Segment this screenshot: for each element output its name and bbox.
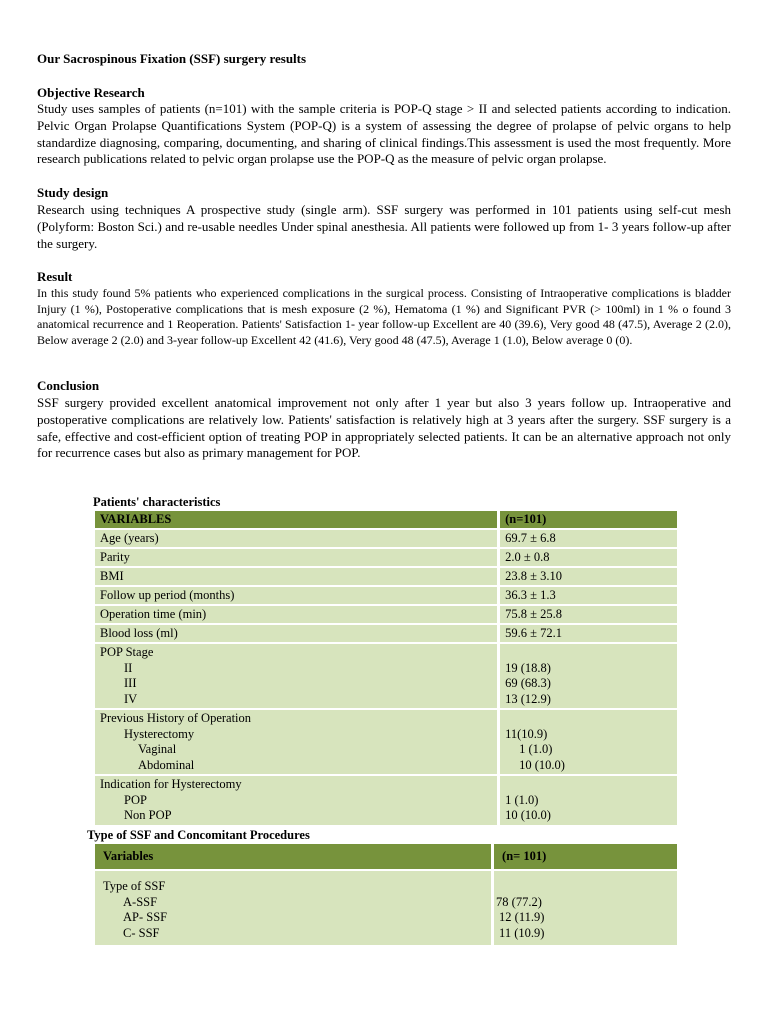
- row-value: [500, 710, 677, 774]
- pop-stage-label: POP Stage: [100, 645, 154, 659]
- table-row: [95, 530, 677, 547]
- row-value: 2.0 ± 0.8: [500, 549, 677, 566]
- result-paragraph: In this study found 5% patients who experienced complications in the surgical process. Consisting of Intraoperative complications is bladder Injury (1 %), Postoperative complications that is mesh exposure (2 %), Hematoma (1 %) and Significant PVR (> 100ml) in 1 % o found 3 anatomical recurrence and 1 Reoperation. Patients' Satisfaction 1- year follow-up Excellent are 40 (39.6), Very good 48 (47.5), Average 2 (2.0), Below average 2 (2.0) and 3-year follow-up Excellent 42 (41.6), Very good 48 (47.5), Average 1 (1.0), Below average 0 (0).: [37, 286, 731, 347]
- objective-text: [37, 101, 731, 168]
- table-row: [95, 625, 677, 642]
- column-header-n: (n= 101): [494, 844, 677, 869]
- result-heading: Result: [37, 269, 73, 284]
- indication-pop-value: 1 (1.0): [505, 792, 539, 807]
- table-header-row: [95, 511, 677, 528]
- table-row: [95, 587, 677, 604]
- hysterectomy-label: Hysterectomy: [124, 726, 195, 741]
- table-row: [95, 568, 677, 585]
- history-label: Previous History of Operation: [100, 711, 252, 725]
- pop-stage-iii: III: [124, 676, 137, 690]
- design-text: [37, 202, 731, 252]
- row-value: [494, 871, 677, 945]
- conclusion-text: [37, 395, 731, 462]
- document-title: Our Sacrospinous Fixation (SSF) surgery results: [37, 51, 307, 66]
- indication-label: Indication for Hysterectomy: [100, 777, 242, 791]
- row-value: 59.6 ± 72.1: [500, 625, 677, 642]
- ssf-type-label: Type of SSF: [103, 879, 166, 893]
- table-row: [95, 606, 677, 623]
- row-value: [500, 644, 677, 708]
- pop-stage-iii-value: 69 (68.3): [505, 676, 551, 690]
- abdominal-value: 10 (10.0): [519, 757, 565, 772]
- indication-nonpop-label: Non POP: [124, 808, 172, 822]
- apssf-value: 12 (11.9): [499, 910, 545, 924]
- row-label: Age (years): [95, 530, 497, 547]
- pop-stage-ii-value: 19 (18.8): [505, 660, 551, 675]
- row-value: 69.7 ± 6.8: [500, 530, 677, 547]
- hysterectomy-value: 11(10.9): [505, 726, 548, 741]
- table-row: [95, 549, 677, 566]
- ssf-type-table: [92, 842, 680, 947]
- vaginal-value: 1 (1.0): [519, 742, 553, 756]
- indication-nonpop-value: 10 (10.0): [505, 808, 551, 822]
- patients-characteristics-table: [92, 509, 680, 827]
- table-row-ssf-type: [95, 871, 677, 945]
- indication-pop-label: POP: [124, 792, 147, 807]
- row-label: [95, 871, 491, 945]
- row-label: Follow up period (months): [95, 587, 497, 604]
- pop-stage-iv-value: 13 (12.9): [505, 691, 551, 706]
- row-label: [95, 644, 497, 708]
- column-header-variables: VARIABLES: [95, 511, 497, 528]
- result-text: [37, 286, 731, 348]
- row-label: Parity: [95, 549, 497, 566]
- row-value: 75.8 ± 25.8: [500, 606, 677, 623]
- table-header-row: [95, 844, 677, 869]
- conclusion-heading: Conclusion: [37, 378, 100, 393]
- table-row-pop-stage: [95, 644, 677, 708]
- assf-label: A-SSF: [123, 894, 158, 909]
- conclusion-paragraph: SSF surgery provided excellent anatomical improvement not only after 1 year but also 3 years follow up. Intraoperative and postoperative complications are relatively low. Patients' satisfaction is relatively high at 3 years after the surgery. SSF surgery is a safe, effective and cost-efficient option of treating POP in appropriately selected patients. It can be an alternative approach not only for recurrence cases but also as primary management for POP.: [37, 395, 731, 461]
- design-paragraph: Research using techniques A prospective study (single arm). SSF surgery was performed in 101 patients using self-cut mesh (Polyform: Boston Sci.) and re-usable needles Under spinal anesthesia. All patients were followed up from 1- 3 years follow-up after the surgery.: [37, 202, 731, 251]
- column-header-n: (n=101): [500, 511, 677, 528]
- row-value: 36.3 ± 1.3: [500, 587, 677, 604]
- table1-caption: Patients' characteristics: [93, 495, 221, 509]
- row-label: Blood loss (ml): [95, 625, 497, 642]
- row-label: BMI: [95, 568, 497, 585]
- row-value: [500, 776, 677, 825]
- row-value: 23.8 ± 3.10: [500, 568, 677, 585]
- table2-caption: Type of SSF and Concomitant Procedures: [87, 828, 310, 842]
- objective-heading: Objective Research: [37, 85, 145, 100]
- design-heading: Study design: [37, 185, 109, 200]
- row-label: [95, 776, 497, 825]
- pop-stage-ii: II: [124, 660, 133, 675]
- cssf-label: C- SSF: [123, 925, 160, 940]
- cssf-value: 11 (10.9): [499, 925, 545, 940]
- apssf-label: AP- SSF: [123, 910, 168, 924]
- assf-value: 78 (77.2): [496, 894, 542, 909]
- abdominal-label: Abdominal: [138, 757, 195, 772]
- column-header-variables: Variables: [95, 844, 491, 869]
- vaginal-label: Vaginal: [138, 742, 177, 756]
- pop-stage-iv: IV: [124, 691, 138, 706]
- objective-paragraph: Study uses samples of patients (n=101) with the sample criteria is POP-Q stage > II and selected patients according to indication. Pelvic Organ Prolapse Quantifications System (POP-Q) is a system of assessing the degree of prolapse of pelvic organs to help standardize diagnosing, comparing, documenting, and sharing of clinical findings.This assessment is used the most frequently. More research publications related to pelvic organ prolapse use the POP-Q as the measure of pelvic organ prolapse.: [37, 101, 731, 167]
- row-label: [95, 710, 497, 774]
- table-row-history: [95, 710, 677, 774]
- table-row-indication: [95, 776, 677, 825]
- row-label: Operation time (min): [95, 606, 497, 623]
